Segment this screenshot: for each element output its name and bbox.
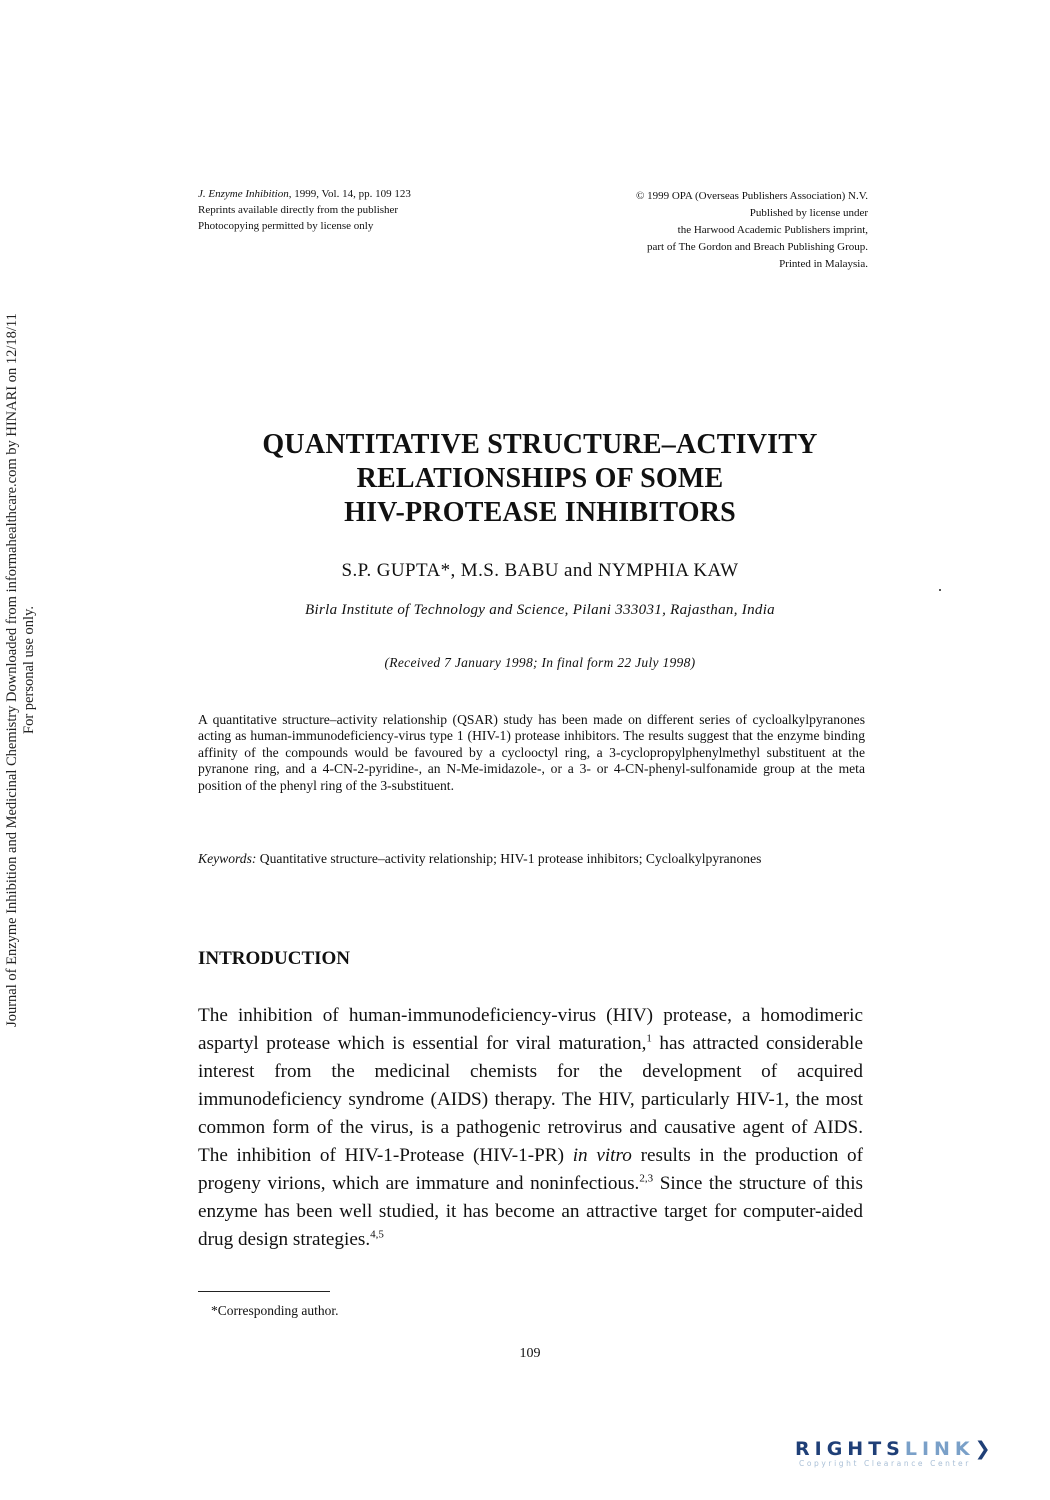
keywords-label: Keywords: xyxy=(198,851,257,866)
photocopy-note: Photocopying permitted by license only xyxy=(198,220,374,232)
logo-link: LINK xyxy=(904,1438,975,1460)
keywords xyxy=(198,850,865,867)
abstract: A quantitative structure–activity relationship (QSAR) study has been made on different series of cycloalkylpyranones acting as human-immunodeficiency-virus type 1 (HIV-1) protease inhibitors. The results suggest that the enzyme binding affinity of the compounds would be favoured by a cyclooctyl ring, a 3-cyclopropylphenylmethyl substituent at the pyranone ring, and a 4-CN-2-pyridine-, an N-Me-imidazole-, or a 3- or 4-CN-phenyl-sulfonamide group at the meta position of the phenyl ring of the 3-substituent. xyxy=(198,712,865,793)
download-notice: Journal of Enzyme Inhibition and Medicinal Chemistry Downloaded from informahealthcare.com by HINARI on 12/18/11 xyxy=(4,313,20,1027)
body-text: results in the production of progeny virions, which are immature and noninfectious. xyxy=(198,1145,863,1194)
chevron-right-icon: ❯ xyxy=(974,1438,996,1460)
logo-wordmark xyxy=(795,1438,1030,1460)
affiliation: Birla Institute of Technology and Science, Pilani 333031, Rajasthan, India xyxy=(305,602,775,618)
reference-mark: 2,3 xyxy=(639,1172,654,1185)
footnote-rule xyxy=(198,1291,330,1292)
body-text: has attracted considerable interest from the medicinal chemists for the development of acquired immunodeficiency syndrome (AIDS) therapy. The HIV, particularly HIV-1, the most common form of the virus, is a pathogenic retrovirus and causative agent of AIDS. The inhibition of HIV-1-Protease (HIV-1-PR) xyxy=(198,1033,863,1166)
imprint-line: the Harwood Academic Publishers imprint, xyxy=(677,224,868,236)
reprints-note: Reprints available directly from the publisher xyxy=(198,204,399,216)
author-list: S.P. GUPTA*, M.S. BABU and NYMPHIA KAW xyxy=(341,560,739,581)
logo-rights: RIGHTS xyxy=(795,1438,905,1460)
received-dates: (Received 7 January 1998; In final form 22 July 1998) xyxy=(384,655,696,670)
copyright-line: © 1999 OPA (Overseas Publishers Association) N.V. xyxy=(635,190,868,202)
keywords-text: Quantitative structure–activity relationship; HIV-1 protease inhibitors; Cycloalkylpyranones xyxy=(256,851,762,866)
italic-term: in vitro xyxy=(572,1145,632,1166)
body-text: Since the structure of this enzyme has been well studied, it has become an attractive target for computer-aided drug design strategies. xyxy=(198,1173,864,1250)
journal-citation xyxy=(198,186,411,234)
footnote: *Corresponding author. xyxy=(211,1303,339,1318)
copyright-block xyxy=(636,188,868,273)
volume-pages: , 1999, Vol. 14, pp. 109 123 xyxy=(288,188,411,200)
personal-use-notice: For personal use only. xyxy=(21,606,37,734)
paper-title xyxy=(150,428,930,530)
group-line: part of The Gordon and Breach Publishing Group. xyxy=(647,241,868,253)
license-line: Published by license under xyxy=(749,207,868,219)
body-text: The inhibition of human-immunodeficiency-virus (HIV) protease, a homodimeric aspartyl protease which is essential for viral maturation, xyxy=(198,1005,863,1054)
reference-mark: 4,5 xyxy=(370,1228,384,1241)
journal-name: J. Enzyme Inhibition xyxy=(198,188,289,200)
rightslink-logo[interactable] xyxy=(795,1438,1030,1472)
stray-mark xyxy=(939,589,941,591)
body-paragraph xyxy=(198,1002,863,1254)
title-line-2: RELATIONSHIPS OF SOME xyxy=(356,463,724,494)
page-number: 109 xyxy=(519,1346,541,1361)
logo-subtitle: Copyright Clearance Center xyxy=(799,1459,971,1468)
section-heading: INTRODUCTION xyxy=(198,948,351,969)
printed-line: Printed in Malaysia. xyxy=(779,258,868,270)
title-line-3: HIV-PROTEASE INHIBITORS xyxy=(344,497,736,528)
citation-line xyxy=(198,186,411,202)
download-watermark xyxy=(4,170,44,1170)
reference-mark: 1 xyxy=(646,1032,652,1045)
title-line-1: QUANTITATIVE STRUCTURE–ACTIVITY xyxy=(262,429,818,460)
